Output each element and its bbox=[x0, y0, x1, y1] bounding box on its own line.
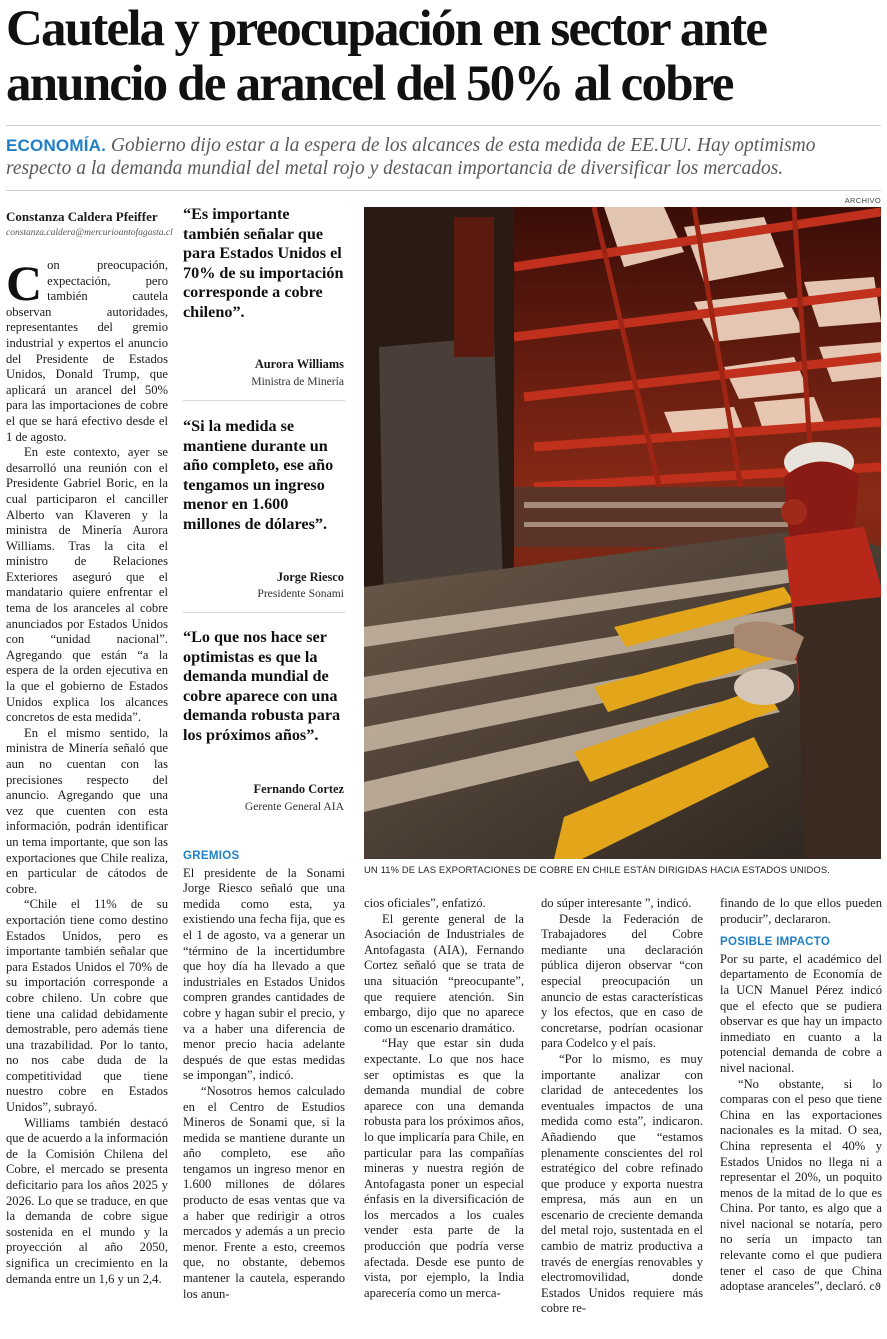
paragraph: finando de lo que ellos pueden producir”, declararon. bbox=[720, 896, 882, 926]
paragraph: “Chile el 11% de su exportación tiene como destino Estados Unidos, pero es importante también señalar que para Estados Unidos el 70% de su importación corresponde a cobre chileno. Un cobre que tiene una calidad debidamente demostrable, pero además tiene una trazabilidad. Por lo tanto, no nos cabe duda de la competitividad que tiene nuestro cobre en Estados Unidos”, subrayó. bbox=[6, 897, 168, 1115]
subhead-posible-impacto: POSIBLE IMPACTO bbox=[720, 936, 831, 949]
quote-2-attribution-role: Presidente Sonami bbox=[257, 587, 344, 600]
photo-credit: ARCHIVO bbox=[844, 196, 881, 205]
paragraph: El presidente de la Sonami Jorge Riesco señaló que una medida como esta, ya existiendo una fecha fija, que es el 1 de agosto, va a generar un “término de la incertidumbre que hoy día ha llevado a que industriales en Estados Unidos compren grandes cantidades de cobre y hagan subir el precio, y va a haber una diferencia de menor precio hacia adelante después de que estas medidas se impongan”, indicó. bbox=[183, 865, 345, 1083]
body-column-3 bbox=[364, 896, 524, 1301]
quote-3-attribution-role: Gerente General AIA bbox=[244, 800, 344, 813]
paragraph: cios oficiales”, enfatizó. bbox=[364, 896, 486, 910]
subhead-gremios: GREMIOS bbox=[183, 850, 240, 862]
paragraph-text: “No obstante, si lo comparas con el peso que tiene China en las exportaciones nacionales es la mitad. O sea, China representa el 40% y Estados Unidos no llega ni a representar el 20%, un poquito menos de la mitad de lo que es China. Por tanto, es algo que a nivel nacional se notaría, pero no sería un impacto tan relevante como el que pudiera tener el caso de que China adoptase aranceles”, declaró. bbox=[720, 1076, 882, 1294]
gremios-section bbox=[183, 849, 345, 865]
headline: Cautela y preocupación en sector ante anuncio de arancel del 50% al cobre bbox=[6, 1, 767, 112]
quote-3-attribution-name: Fernando Cortez bbox=[253, 782, 344, 796]
quote-1-attribution-name: Aurora Williams bbox=[254, 357, 344, 371]
pull-quote-3: “Lo que nos hace ser optimistas es que la demanda mundial de cobre aparece con una demanda robusta para los próximos años”. bbox=[183, 628, 341, 744]
paragraph: “Hay que estar sin duda expectante. Lo que nos hace ser optimistas es que la demanda mundial de cobre aparece con una demanda robusta para los próximos años, lo que implicaría para Chile, en particular para las compañías mineras y nuestra región de Antofagasta poner un especial énfasis en la diversificación de los mercados a los cuales vender esta parte de la producción que podría verse afectada. Desde ese punto de vista, por ejemplo, la India aparecería como un merca- bbox=[364, 1036, 524, 1300]
quote-2-attribution-name: Jorge Riesco bbox=[276, 570, 344, 584]
quote-divider bbox=[183, 400, 345, 401]
paragraph: En el mismo sentido, la ministra de Minería señaló que aun no cuentan con las precisiones respecto del anuncio. Agregando que una vez que cuenten con esta información, podrán identificar un tema importante, que son las exportaciones que Chile realiza, en particular de cátodos de cobre. bbox=[6, 725, 168, 896]
paragraph: Por su parte, el académico del departamento de Economía de la UCN Manuel Pérez indicó que el efecto que se pudiera observar es que hay un impacto inmediato en cuanto a la potencial demanda de cobre a nivel nacional. bbox=[720, 951, 882, 1075]
body-column-4 bbox=[541, 896, 703, 1317]
quote-1-attribution-role: Ministra de Minería bbox=[251, 375, 344, 388]
copper-refinery-photo bbox=[364, 207, 881, 859]
body-column-1 bbox=[6, 255, 168, 1287]
drop-cap: C bbox=[6, 255, 43, 311]
quote-divider bbox=[183, 612, 345, 613]
body-column-5 bbox=[720, 896, 882, 1296]
paragraph: on preocupación, expectación, pero también cautela observan autoridades, representantes del gremio industrial y expertos el anuncio del Presidente de Estados Unidos, Donald Trump, que aplicará un arancel del 50% para las importaciones de cobre el que se hará efectivo desde el 1 de agosto. bbox=[6, 258, 168, 444]
paragraph: do súper interesante ”, indicó. bbox=[541, 896, 692, 910]
lead-paragraph bbox=[6, 255, 168, 445]
headline-divider bbox=[6, 125, 881, 126]
photo-caption: UN 11% DE LAS EXPORTACIONES DE COBRE EN CHILE ESTÁN DIRIGIDAS HACIA ESTADOS UNIDOS. bbox=[364, 864, 831, 875]
impacto-section bbox=[720, 935, 882, 951]
author-email[interactable]: constanza.caldera@mercurioantofagasta.cl bbox=[6, 228, 173, 238]
end-mark-icon: ᴄϑ bbox=[869, 1282, 881, 1294]
pull-quote-1: “Es importante también señalar que para Estados Unidos el 70% de su importación corresponde a cobre chileno”. bbox=[183, 205, 344, 321]
paragraph: Williams también destacó que de acuerdo a la información de la Comisión Chilena del Cobre, el mercado se presenta deficitario para los años 2025 y 2026. Lo que se traduce, en que la demanda de cobre sigue sostenida en el mundo y la proyección al año 2050, significa un crecimiento en la demanda entre un 1,6 y un 2,4. bbox=[6, 1115, 168, 1286]
deck-divider bbox=[6, 190, 881, 191]
paragraph: En este contexto, ayer se desarrolló una reunión con el Presidente Gabriel Boric, en la cual participaron el canciller Alberto van Klaveren y la ministra de Minería Aurora Williams. Tras la cita el ministro de Relaciones Exteriores aseguró que el mandatario quiere enfrentar el tema de los aranceles al cobre anunciados por Estados Unidos con “unidad nacional”. Agregando que están “a la espera de la orden ejecutiva en la que el gobierno de Estados Unidos explica los alcances concretos de esta medida”. bbox=[6, 445, 168, 725]
paragraph: “Nosotros hemos calculado en el Centro de Estudios Mineros de Sonami que, si la medida se mantiene durante un año completo, ese año tengamos un ingreso menor en 1.600 millones de dólares producto de esas ventas que va a haber que redirigir a otros mercados y además a un precio menor. Frente a esto, creemos que, no obstante, debemos mantener la cautela, esperando los anun- bbox=[183, 1083, 345, 1301]
author-name: Constanza Caldera Pfeiffer bbox=[6, 209, 158, 224]
deck-text: Gobierno dijo estar a la espera de los alcances de esta medida de EE.UU. Hay optimismo respecto a la demanda mundial del metal rojo y destacan importancia de diversificar los mercados. bbox=[6, 135, 816, 179]
paragraph: “Por lo mismo, es muy importante analizar con claridad de antecedentes los eventuales impactos de una medida como esta”, indicaron. Añadiendo que “estamos plenamente conscientes del rol estratégico del cobre refinado que produce y exporta nuestra empresa, más aun en un escenario de creciente demanda del metal rojo, sustentada en el cambio de matriz productiva a través de energías renovables y electromovilidad, donde Estados Unidos requiere más cobre re- bbox=[541, 1051, 703, 1316]
section-label: ECONOMÍA. bbox=[6, 136, 107, 155]
deck bbox=[6, 134, 884, 180]
pull-quote-2: “Si la medida se mantiene durante un año completo, ese año tengamos un ingreso menor en 1.600 millones de dólares”. bbox=[183, 417, 334, 533]
body-column-2 bbox=[183, 849, 345, 1302]
paragraph bbox=[720, 1077, 882, 1296]
paragraph: El gerente general de la Asociación de Industriales de Antofagasta (AIA), Fernando Cortez señaló que se trata de una situación “preocupante”, que requiere atención. Sin embargo, dijo que no aparece como un escenario dramático. bbox=[364, 911, 524, 1035]
paragraph: Desde la Federación de Trabajadores del Cobre mediante una declaración pública dijeron observar “con especial preocupación un anuncio de estas características y los efectos, que en caso de concretarse, podrían ocasionar para Codelco y el país. bbox=[541, 911, 703, 1051]
